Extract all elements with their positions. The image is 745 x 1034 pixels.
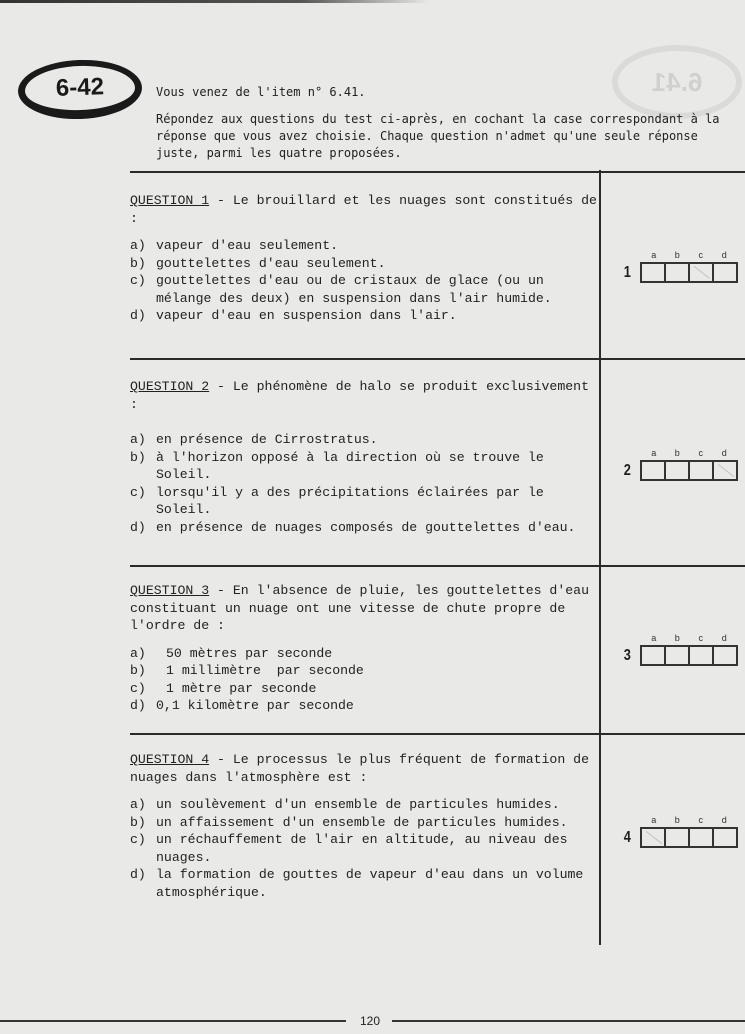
option-b — [130, 255, 600, 273]
answer-grid-2 — [622, 448, 738, 481]
option-letter: a) — [130, 797, 146, 812]
checkbox-b[interactable] — [666, 647, 690, 664]
option-text: en présence de nuages composés de gouttelettes d'eau. — [156, 519, 576, 535]
option-text: 1 millimètre par seconde — [166, 663, 364, 678]
question-label: QUESTION 2 — [130, 379, 210, 394]
divider-q2-q3 — [130, 565, 745, 567]
option-a — [130, 645, 600, 663]
checkbox-b[interactable] — [666, 462, 690, 479]
checkbox-a[interactable] — [642, 829, 666, 846]
option-c — [130, 484, 600, 519]
answer-letters — [642, 250, 736, 260]
question-1 — [130, 192, 600, 325]
letter-c: c — [698, 250, 703, 260]
checkbox-d[interactable] — [714, 647, 736, 664]
question-4 — [130, 751, 600, 901]
answer-grid-1 — [622, 250, 738, 283]
question-label: QUESTION 1 — [130, 193, 210, 208]
question-3 — [130, 582, 600, 715]
letter-a: a — [651, 250, 657, 260]
option-b — [130, 662, 600, 680]
question-text: - Le brouillard et les nuages sont constitués de : — [130, 193, 597, 226]
answer-grid-4 — [622, 815, 738, 848]
option-letter: b) — [130, 255, 146, 271]
option-d — [130, 307, 600, 325]
origin-text: Vous venez de l'item n° 6.41. — [156, 85, 366, 99]
divider-top — [130, 171, 745, 173]
option-b — [130, 814, 600, 832]
option-letter: d) — [130, 308, 146, 323]
question-label: QUESTION 3 — [130, 583, 210, 598]
instructions: Répondez aux questions du test ci-après, en cochant la case correspondant à la réponse que vous avez choisie. Chaque question n'admet qu'une seule réponse juste, parmi les quatre proposées. — [156, 112, 720, 160]
checkbox-b[interactable] — [666, 829, 690, 846]
letter-b: b — [674, 633, 680, 643]
answer-letters — [642, 448, 736, 458]
page-footer — [0, 1014, 745, 1028]
letter-a: a — [651, 448, 657, 458]
letter-b: b — [674, 815, 680, 825]
option-d — [130, 519, 600, 537]
bleed-through-badge: 6.41 — [612, 45, 742, 119]
checkbox-d[interactable] — [714, 264, 736, 281]
question-stem — [130, 378, 600, 413]
option-text: vapeur d'eau seulement. — [156, 238, 339, 253]
option-letter: b) — [130, 814, 146, 830]
intro — [156, 84, 736, 162]
letter-c: c — [698, 815, 703, 825]
letter-c: c — [698, 633, 703, 643]
question-text: - En l'absence de pluie, les gouttelettes d'eau constituant un nuage ont une vitesse de chute propre de l'ordre de : — [130, 583, 590, 633]
letter-c: c — [698, 448, 703, 458]
checkbox-a[interactable] — [642, 264, 666, 281]
option-c — [130, 680, 600, 698]
checkbox-c[interactable] — [690, 829, 714, 846]
question-text: - Le phénomène de halo se produit exclusivement : — [130, 379, 590, 412]
option-text: un réchauffement de l'air en altitude, au niveau des nuages. — [156, 832, 568, 865]
checkbox-d[interactable] — [714, 462, 736, 479]
footer-rule-left — [0, 1020, 346, 1022]
footer-rule-right — [392, 1020, 745, 1022]
letter-a: a — [651, 633, 657, 643]
option-letter: c) — [130, 273, 146, 288]
answer-number: 2 — [623, 461, 631, 479]
answer-letters — [642, 633, 736, 643]
option-letter: b) — [130, 449, 146, 465]
answer-grid-3 — [622, 633, 738, 666]
checkbox-d[interactable] — [714, 829, 736, 846]
checkbox-c[interactable] — [690, 647, 714, 664]
option-letter: d) — [130, 698, 146, 713]
option-text: un soulèvement d'un ensemble de particules humides. — [156, 797, 560, 812]
divider-q1-q2 — [130, 358, 745, 360]
checkbox-b[interactable] — [666, 264, 690, 281]
letter-b: b — [674, 448, 680, 458]
option-d — [130, 866, 600, 901]
answer-number: 1 — [623, 263, 631, 281]
option-letter: c) — [130, 484, 146, 500]
answer-number: 4 — [623, 828, 631, 846]
option-text: en présence de Cirrostratus. — [156, 432, 378, 447]
item-number: 6-42 — [55, 73, 105, 102]
answer-letters — [642, 815, 736, 825]
question-stem — [130, 192, 600, 227]
option-c — [130, 831, 600, 866]
option-text: gouttelettes d'eau ou de cristaux de glace (ou un mélange des deux) en suspension dans l'air humide. — [156, 273, 552, 306]
option-letter: d) — [130, 867, 146, 882]
option-text: 1 mètre par seconde — [166, 680, 317, 696]
question-text: - Le processus le plus fréquent de formation de nuages dans l'atmosphère est : — [130, 752, 590, 785]
letter-d: d — [721, 448, 727, 458]
letter-d: d — [721, 250, 727, 260]
letter-d: d — [721, 815, 727, 825]
checkbox-c[interactable] — [690, 264, 714, 281]
option-letter: d) — [130, 519, 146, 535]
option-c — [130, 272, 600, 307]
checkbox-c[interactable] — [690, 462, 714, 479]
answer-number: 3 — [623, 646, 631, 664]
checkbox-a[interactable] — [642, 462, 666, 479]
option-text: à l'horizon opposé à la direction où se trouve le Soleil. — [156, 449, 544, 482]
option-d — [130, 697, 600, 715]
option-text: gouttelettes d'eau seulement. — [156, 255, 386, 271]
option-a — [130, 796, 600, 814]
option-text: vapeur d'eau en suspension dans l'air. — [156, 308, 457, 323]
option-a — [130, 431, 600, 449]
question-label: QUESTION 4 — [130, 752, 210, 767]
option-text: la formation de gouttes de vapeur d'eau dans un volume atmosphérique. — [156, 867, 584, 900]
letter-b: b — [674, 250, 680, 260]
option-text: 0,1 kilomètre par seconde — [156, 698, 354, 713]
option-letter: a) — [130, 645, 146, 661]
option-b — [130, 449, 600, 484]
checkbox-a[interactable] — [642, 647, 666, 664]
option-a — [130, 237, 600, 255]
question-stem — [130, 751, 600, 786]
option-letter: c) — [130, 832, 146, 847]
item-number-badge — [17, 58, 143, 121]
option-text: lorsqu'il y a des précipitations éclairées par le Soleil. — [156, 484, 544, 517]
question-2 — [130, 378, 600, 536]
option-letter: b) — [130, 663, 146, 678]
question-stem — [130, 582, 600, 635]
option-text: 50 mètres par seconde — [166, 645, 333, 661]
option-letter: a) — [130, 238, 146, 253]
option-letter: c) — [130, 680, 146, 696]
letter-a: a — [651, 815, 657, 825]
option-text: un affaissement d'un ensemble de particules humides. — [156, 814, 568, 830]
divider-q3-q4 — [130, 733, 745, 735]
page-number: 120 — [359, 1014, 381, 1028]
option-letter: a) — [130, 432, 146, 447]
top-rule — [0, 0, 430, 3]
letter-d: d — [721, 633, 727, 643]
